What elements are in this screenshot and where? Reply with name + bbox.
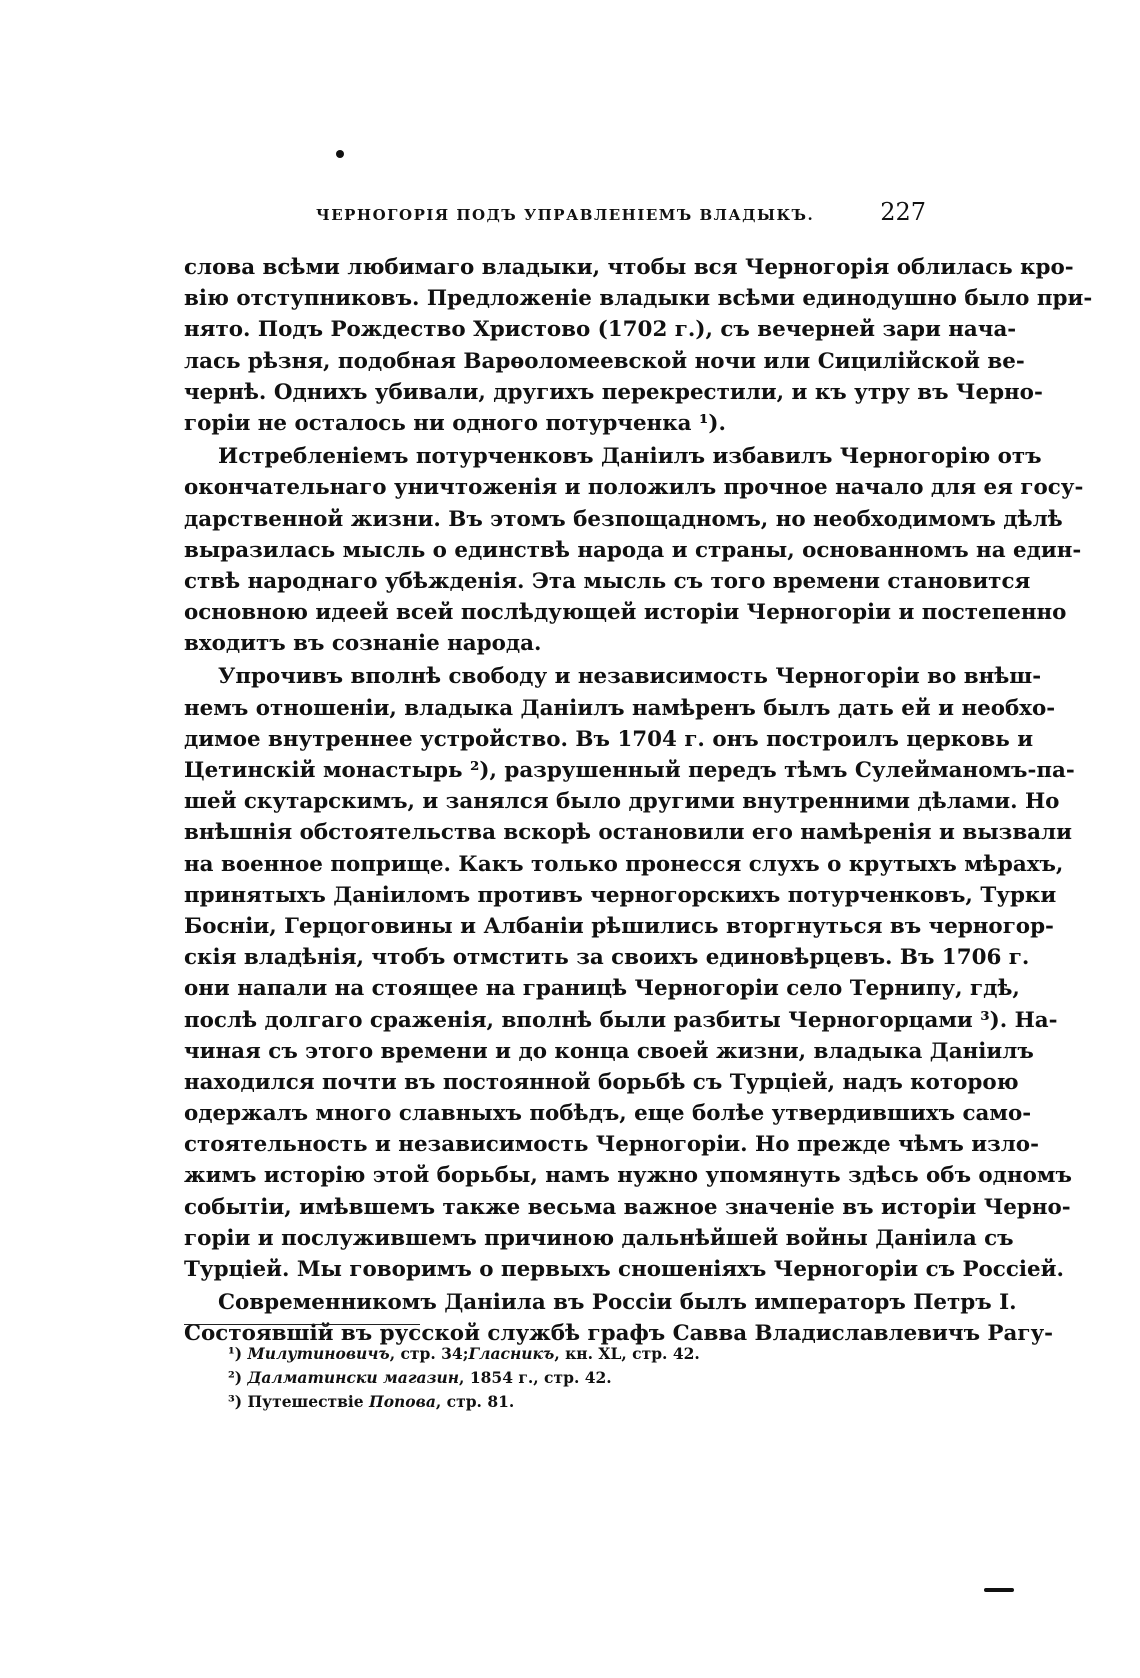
text-line: послѣ долгаго сраженія, вполнѣ были разбиты Черногорцами ³). На-	[184, 1007, 1058, 1033]
page-number: 227	[880, 198, 926, 226]
text-line: Истребленіемъ потурченковъ Даніилъ избавилъ Черногорію отъ	[218, 444, 1042, 470]
footnote-rest: , 1854 г., стр. 42.	[459, 1368, 612, 1387]
footnote-italic2: Попова	[369, 1392, 436, 1411]
paragraph	[184, 441, 1084, 659]
footnote	[228, 1366, 700, 1390]
footnote-mark: ¹)	[228, 1344, 248, 1363]
text-line: Турціей. Мы говоримъ о первыхъ сношеніяхъ Черногоріи съ Россіей.	[184, 1257, 1064, 1282]
text-line: чиная съ этого времени и до конца своей жизни, владыка Даніилъ	[184, 1038, 1034, 1064]
text-line: скія владѣнія, чтобъ отмстить за своихъ единовѣрцевъ. Въ 1706 г.	[184, 945, 1030, 971]
text-line: Босніи, Герцоговины и Албаніи рѣшились вторгнуться въ черногор-	[184, 913, 1054, 939]
footnotes	[228, 1342, 700, 1414]
footnote-rest: , стр. 34;	[389, 1344, 469, 1363]
text-line: шей скутарскимъ, и занялся было другими внутренними дѣлами. Но	[184, 789, 1060, 815]
text-line: окончательнаго уничтоженія и положилъ прочное начало для ея госу-	[184, 475, 1084, 501]
text-line: внѣшнія обстоятельства вскорѣ остановили его намѣренія и вызвали	[184, 820, 1072, 846]
paragraph	[184, 252, 1093, 439]
text-line: находился почти въ постоянной борьбѣ съ Турціей, надъ которою	[184, 1069, 1019, 1095]
text-line: Упрочивъ вполнѣ свободу и независимость Черногоріи во внѣш-	[218, 664, 1042, 690]
footnote-mark: ³)	[228, 1392, 248, 1411]
text-line: немъ отношеніи, владыка Даніилъ намѣренъ былъ дать ей и необхо-	[184, 695, 1056, 721]
text-line: слова всѣми любимаго владыки, чтобы вся Черногорія облилась кро-	[184, 255, 1074, 280]
text-line: вію отступниковъ. Предложеніе владыки всѣми единодушно было при-	[184, 286, 1093, 312]
paragraph	[184, 661, 1075, 1285]
text-line: Цетинскій монастырь ²), разрушенный передъ тѣмъ Сулейманомъ-па-	[184, 758, 1075, 783]
text-line: на военное поприще. Какъ только пронесся слухъ о крутыхъ мѣрахъ,	[184, 851, 1064, 877]
footnote	[228, 1342, 700, 1366]
text-line: лась рѣзня, подобная Варѳоломеевской ночи или Сицилійской ве-	[184, 348, 1025, 374]
text-line: стоятельность и независимость Черногоріи. Но прежде чѣмъ изло-	[184, 1132, 1039, 1158]
text-line: нято. Подъ Рождество Христово (1702 г.), съ вечерней зари нача-	[184, 317, 1017, 343]
text-line: чернѣ. Однихъ убивали, другихъ перекрестили, и къ утру въ Черно-	[184, 379, 1043, 405]
text-line: ствѣ народнаго убѣжденія. Эта мысль съ того времени становится	[184, 568, 1031, 594]
margin-mark	[984, 1588, 1014, 1592]
text-line: жимъ исторію этой борьбы, намъ нужно упомянуть здѣсь объ одномъ	[184, 1163, 1072, 1189]
footnote-mark: ²)	[228, 1368, 248, 1387]
decorative-dot	[336, 150, 344, 158]
text-line: одержалъ много славныхъ побѣдъ, еще болѣе утвердившихъ само-	[184, 1101, 1032, 1127]
text-line: димое внутреннее устройство. Въ 1704 г. онъ построилъ церковь и	[184, 726, 1034, 752]
body-text	[184, 252, 1093, 1350]
footnote-italic2: Гласникъ	[468, 1344, 555, 1363]
running-head: ЧЕРНОГОРІЯ ПОДЪ УПРАВЛЕНІЕМЪ ВЛАДЫКЪ.	[316, 206, 815, 224]
text-line: горіи и послужившемъ причиною дальнѣйшей войны Даніила съ	[184, 1225, 1014, 1251]
text-line: принятыхъ Даніиломъ противъ черногорскихъ потурченковъ, Турки	[184, 882, 1057, 908]
footnote-rest2: , стр. 81.	[435, 1392, 515, 1411]
footnote-italic: Милутиновичъ	[247, 1344, 390, 1363]
text-line: событіи, имѣвшемъ также весьма важное значеніе въ исторіи Черно-	[184, 1194, 1071, 1220]
text-line: выразилась мысль о единствѣ народа и страны, основанномъ на един-	[184, 537, 1082, 563]
text-line: горіи не осталось ни одного потурченка ¹).	[184, 410, 726, 436]
text-line: основною идеей всей послѣдующей исторіи Черногоріи и постепенно	[184, 600, 1067, 626]
text-line: дарственной жизни. Въ этомъ безпощадномъ, но необходимомъ дѣлѣ	[184, 506, 1063, 532]
footnote-rest: Путешествіе	[247, 1392, 370, 1411]
footnote-rest2: , кн. XL, стр. 42.	[554, 1344, 700, 1363]
footnote-italic: Далматински магазин	[247, 1368, 460, 1387]
text-line: они напали на стоящее на границѣ Черногоріи село Тернипу, гдѣ,	[184, 976, 1020, 1002]
text-line: Современникомъ Даніила въ Россіи былъ императоръ Петръ I.	[218, 1290, 1017, 1316]
footnote	[228, 1390, 700, 1414]
page-header	[184, 198, 926, 234]
text-line: Состоявшій въ русской службѣ графъ Савва Владиславлевичъ Рагу-	[184, 1321, 1054, 1347]
text-line: входитъ въ сознаніе народа.	[184, 631, 542, 657]
footnote-divider	[184, 1324, 420, 1325]
paragraph	[184, 1287, 1054, 1349]
